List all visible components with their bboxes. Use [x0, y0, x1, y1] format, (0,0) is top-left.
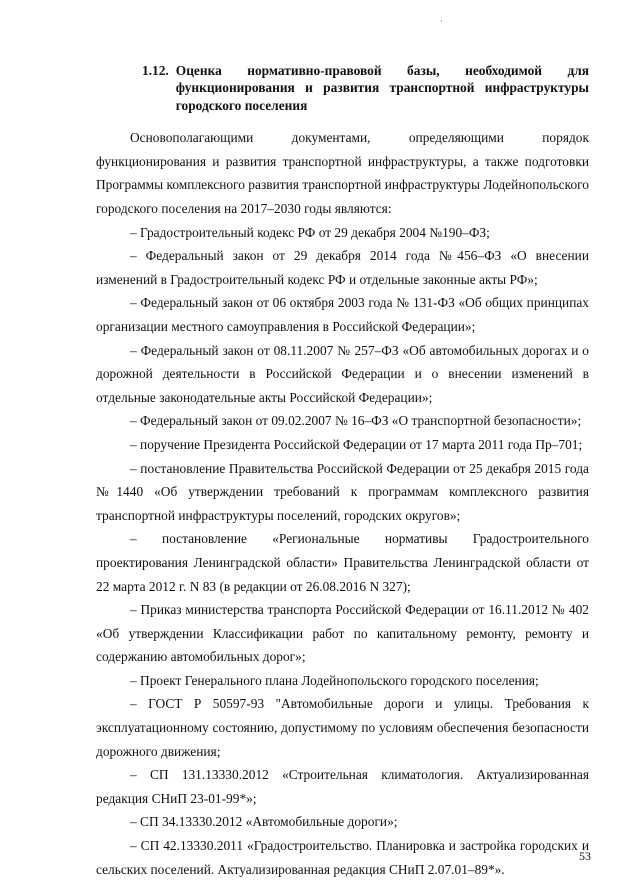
list-item: – СП 42.13330.2011 «Градостроительство. Планировка и застройка городских и сельских поселений. Актуализированная редакция СНиП 2.07.01–89*». [96, 838, 589, 877]
list-item: – ГОСТ Р 50597-93 "Автомобильные дороги и улицы. Требования к эксплуатационному состоянию, допустимому по условиям обеспечения безопасности дорожного движения; [96, 696, 589, 759]
list-item: – Федеральный закон от 09.02.2007 № 16–ФЗ «О транспортной безопасности»; [130, 413, 582, 429]
section-number: 1.12. [142, 63, 169, 78]
page-number: 53 [579, 849, 591, 863]
list-item: – СП 34.13330.2012 «Автомобильные дороги»; [130, 814, 398, 830]
list-item: – Федеральный закон от 29 декабря 2014 года №456–ФЗ «О внесении изменений в Градостроительный кодекс РФ и отдельные законные акты РФ»; [96, 248, 589, 287]
section-title: Оценка нормативно-правовой базы, необходимой для функционирования и развития транспортной инфраструктуры городского поселения [175, 63, 589, 113]
list-item: – поручение Президента Российской Федерации от 17 марта 2011 года Пр–701; [130, 436, 583, 452]
intro-paragraph: Основополагающими документами, определяющими порядок функционирования и развития транспортной инфраструктуры, а также подготовки Программы комплексного развития транспортной инфраструктуры Лодейнопольского городского поселения на 2017–2030 годы являются: [96, 130, 589, 216]
list-item: – Приказ министерства транспорта Российской Федерации от 16.11.2012 № 402 «Об утверждении Классификации работ по капитальному ремонту, ремонту и содержанию автомобильных дорог»; [96, 602, 589, 665]
section-heading [142, 62, 589, 114]
list-item: – Проект Генерального плана Лодейнопольского городского поселения; [130, 672, 539, 688]
list-item: – Градостроительный кодекс РФ от 29 декабря 2004 №190–ФЗ; [130, 224, 490, 240]
scan-mark: · [440, 16, 443, 26]
list-item: – Федеральный закон от 06 октября 2003 года № 131-ФЗ «Об общих принципах организации местного самоуправления в Российской Федерации»; [96, 295, 589, 334]
list-item: – постановление Правительства Российской Федерации от 25 декабря 2015 года №1440 «Об утверждении требований к программам комплексного развития транспортной инфраструктуры поселений, городских округов»; [96, 460, 589, 523]
list-item: – СП 131.13330.2012 «Строительная климатология. Актуализированная редакция СНиП 23-01-99*»; [96, 767, 589, 806]
page-content [96, 62, 589, 881]
list-item: – постановление «Региональные нормативы Градостроительного проектирования Ленинградской области» Правительства Ленинградской области от 22 марта 2012 г. N 83 (в редакции от 26.08.2016 N 327); [96, 531, 589, 594]
list-item: – Федеральный закон от 08.11.2007 № 257–ФЗ «Об автомобильных дорогах и о дорожной деятельности в Российской Федерации и о внесении изменений в отдельные законодательные акты Российской Федерации»; [96, 342, 589, 405]
